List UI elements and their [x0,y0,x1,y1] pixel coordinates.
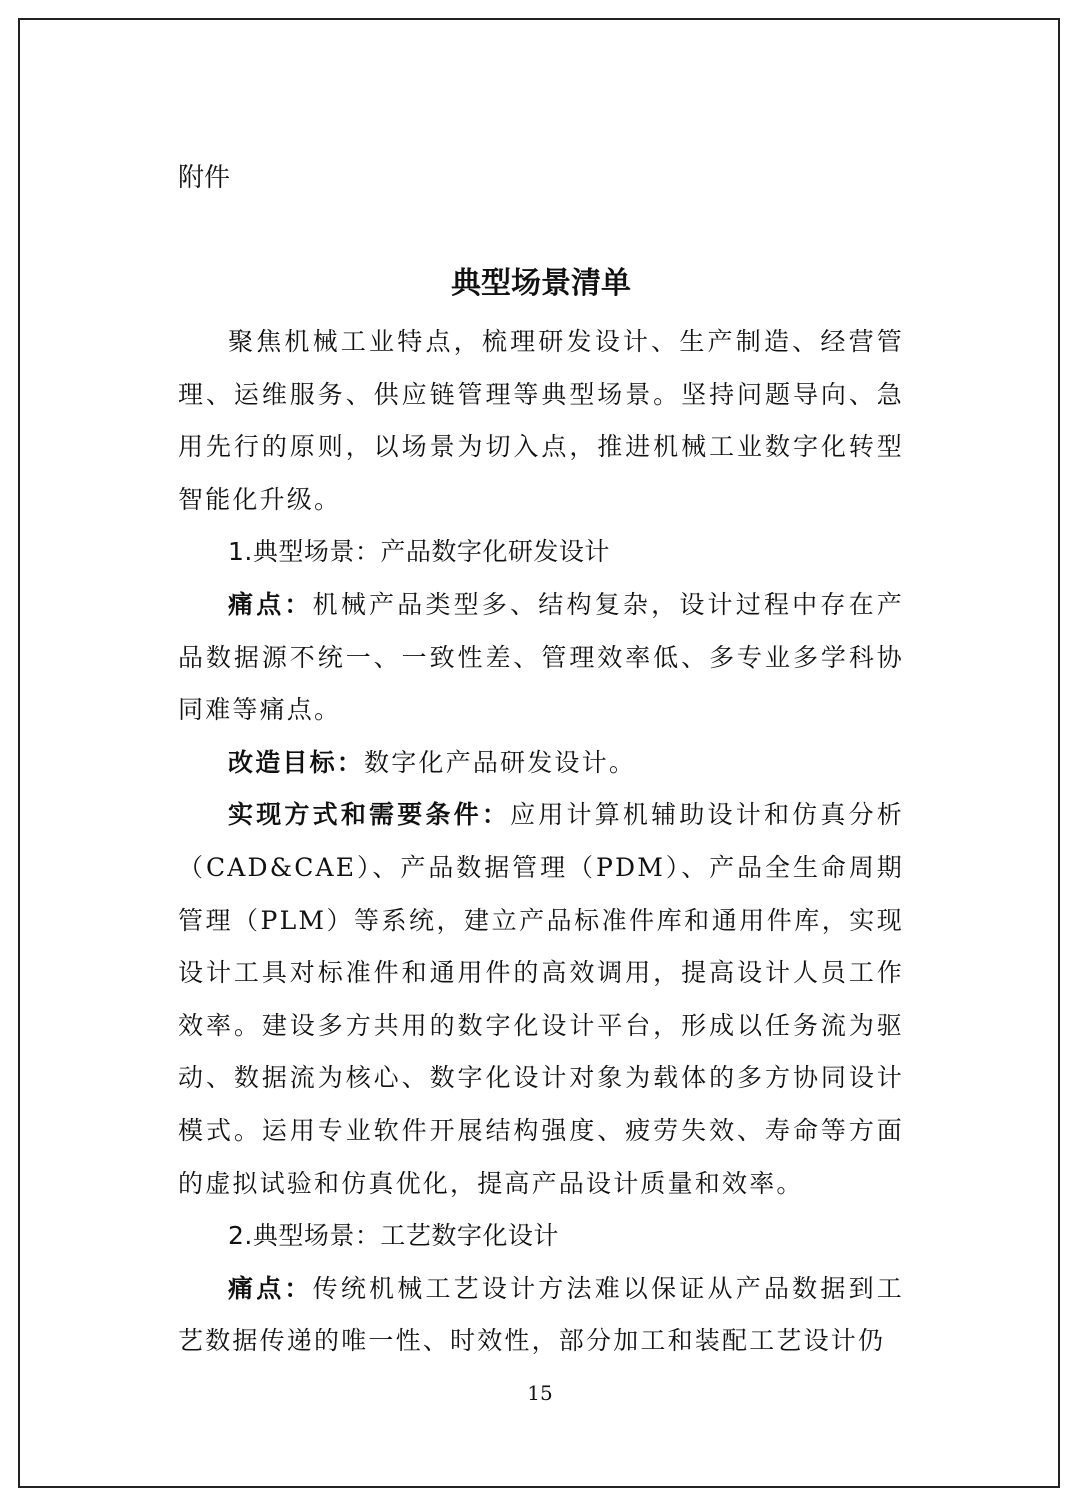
scene2-pain-paragraph [178,1263,904,1368]
page-number: 15 [527,1381,553,1405]
scene1-heading: 1.典型场景：产品数字化研发设计 [228,537,610,567]
attachment-label: 附件 [178,163,231,193]
scene2-heading: 2.典型场景：工艺数字化设计 [228,1221,559,1251]
scene1-pain-paragraph [178,579,904,737]
scene1-method-label: 实现方式和需要条件： [228,800,511,830]
scene1-goal-text: 数字化产品研发设计。 [364,747,637,777]
scene1-goal-paragraph [178,737,904,790]
scene1-method-paragraph [178,789,904,1210]
document-title: 典型场景清单 [451,266,631,301]
scene2-pain-text: 传统机械工艺设计方法难以保证从产品数据到工艺数据传递的唯一性、时效性，部分加工和装配工艺设计仍 [178,1273,904,1356]
scene1-goal-label: 改造目标： [228,747,365,777]
scene1-method-text: 应用计算机辅助设计和仿真分析（CAD&CAE）、产品数据管理（PDM）、产品全生命周期管理（PLM）等系统，建立产品标准件库和通用件库，实现设计工具对标准件和通用件的高效调用，提高设计人员工作效率。建设多方共用的数字化设计平台，形成以任务流为驱动、数据流为核心、数字化设计对象为载体的多方协同设计模式。运用专业软件开展结构强度、疲劳失效、寿命等方面的虚拟试验和仿真优化，提高产品设计质量和效率。 [178,800,904,1198]
scene1-pain-label: 痛点： [228,589,313,619]
scene1-pain-text: 机械产品类型多、结构复杂，设计过程中存在产品数据源不统一、一致性差、管理效率低、多专业多学科协同难等痛点。 [178,589,904,725]
intro-paragraph: 聚焦机械工业特点，梳理研发设计、生产制造、经营管理、运维服务、供应链管理等典型场景。坚持问题导向、急用先行的原则，以场景为切入点，推进机械工业数字化转型智能化升级。 [178,327,904,514]
scene2-pain-label: 痛点： [228,1273,313,1303]
document-body [178,316,904,1368]
